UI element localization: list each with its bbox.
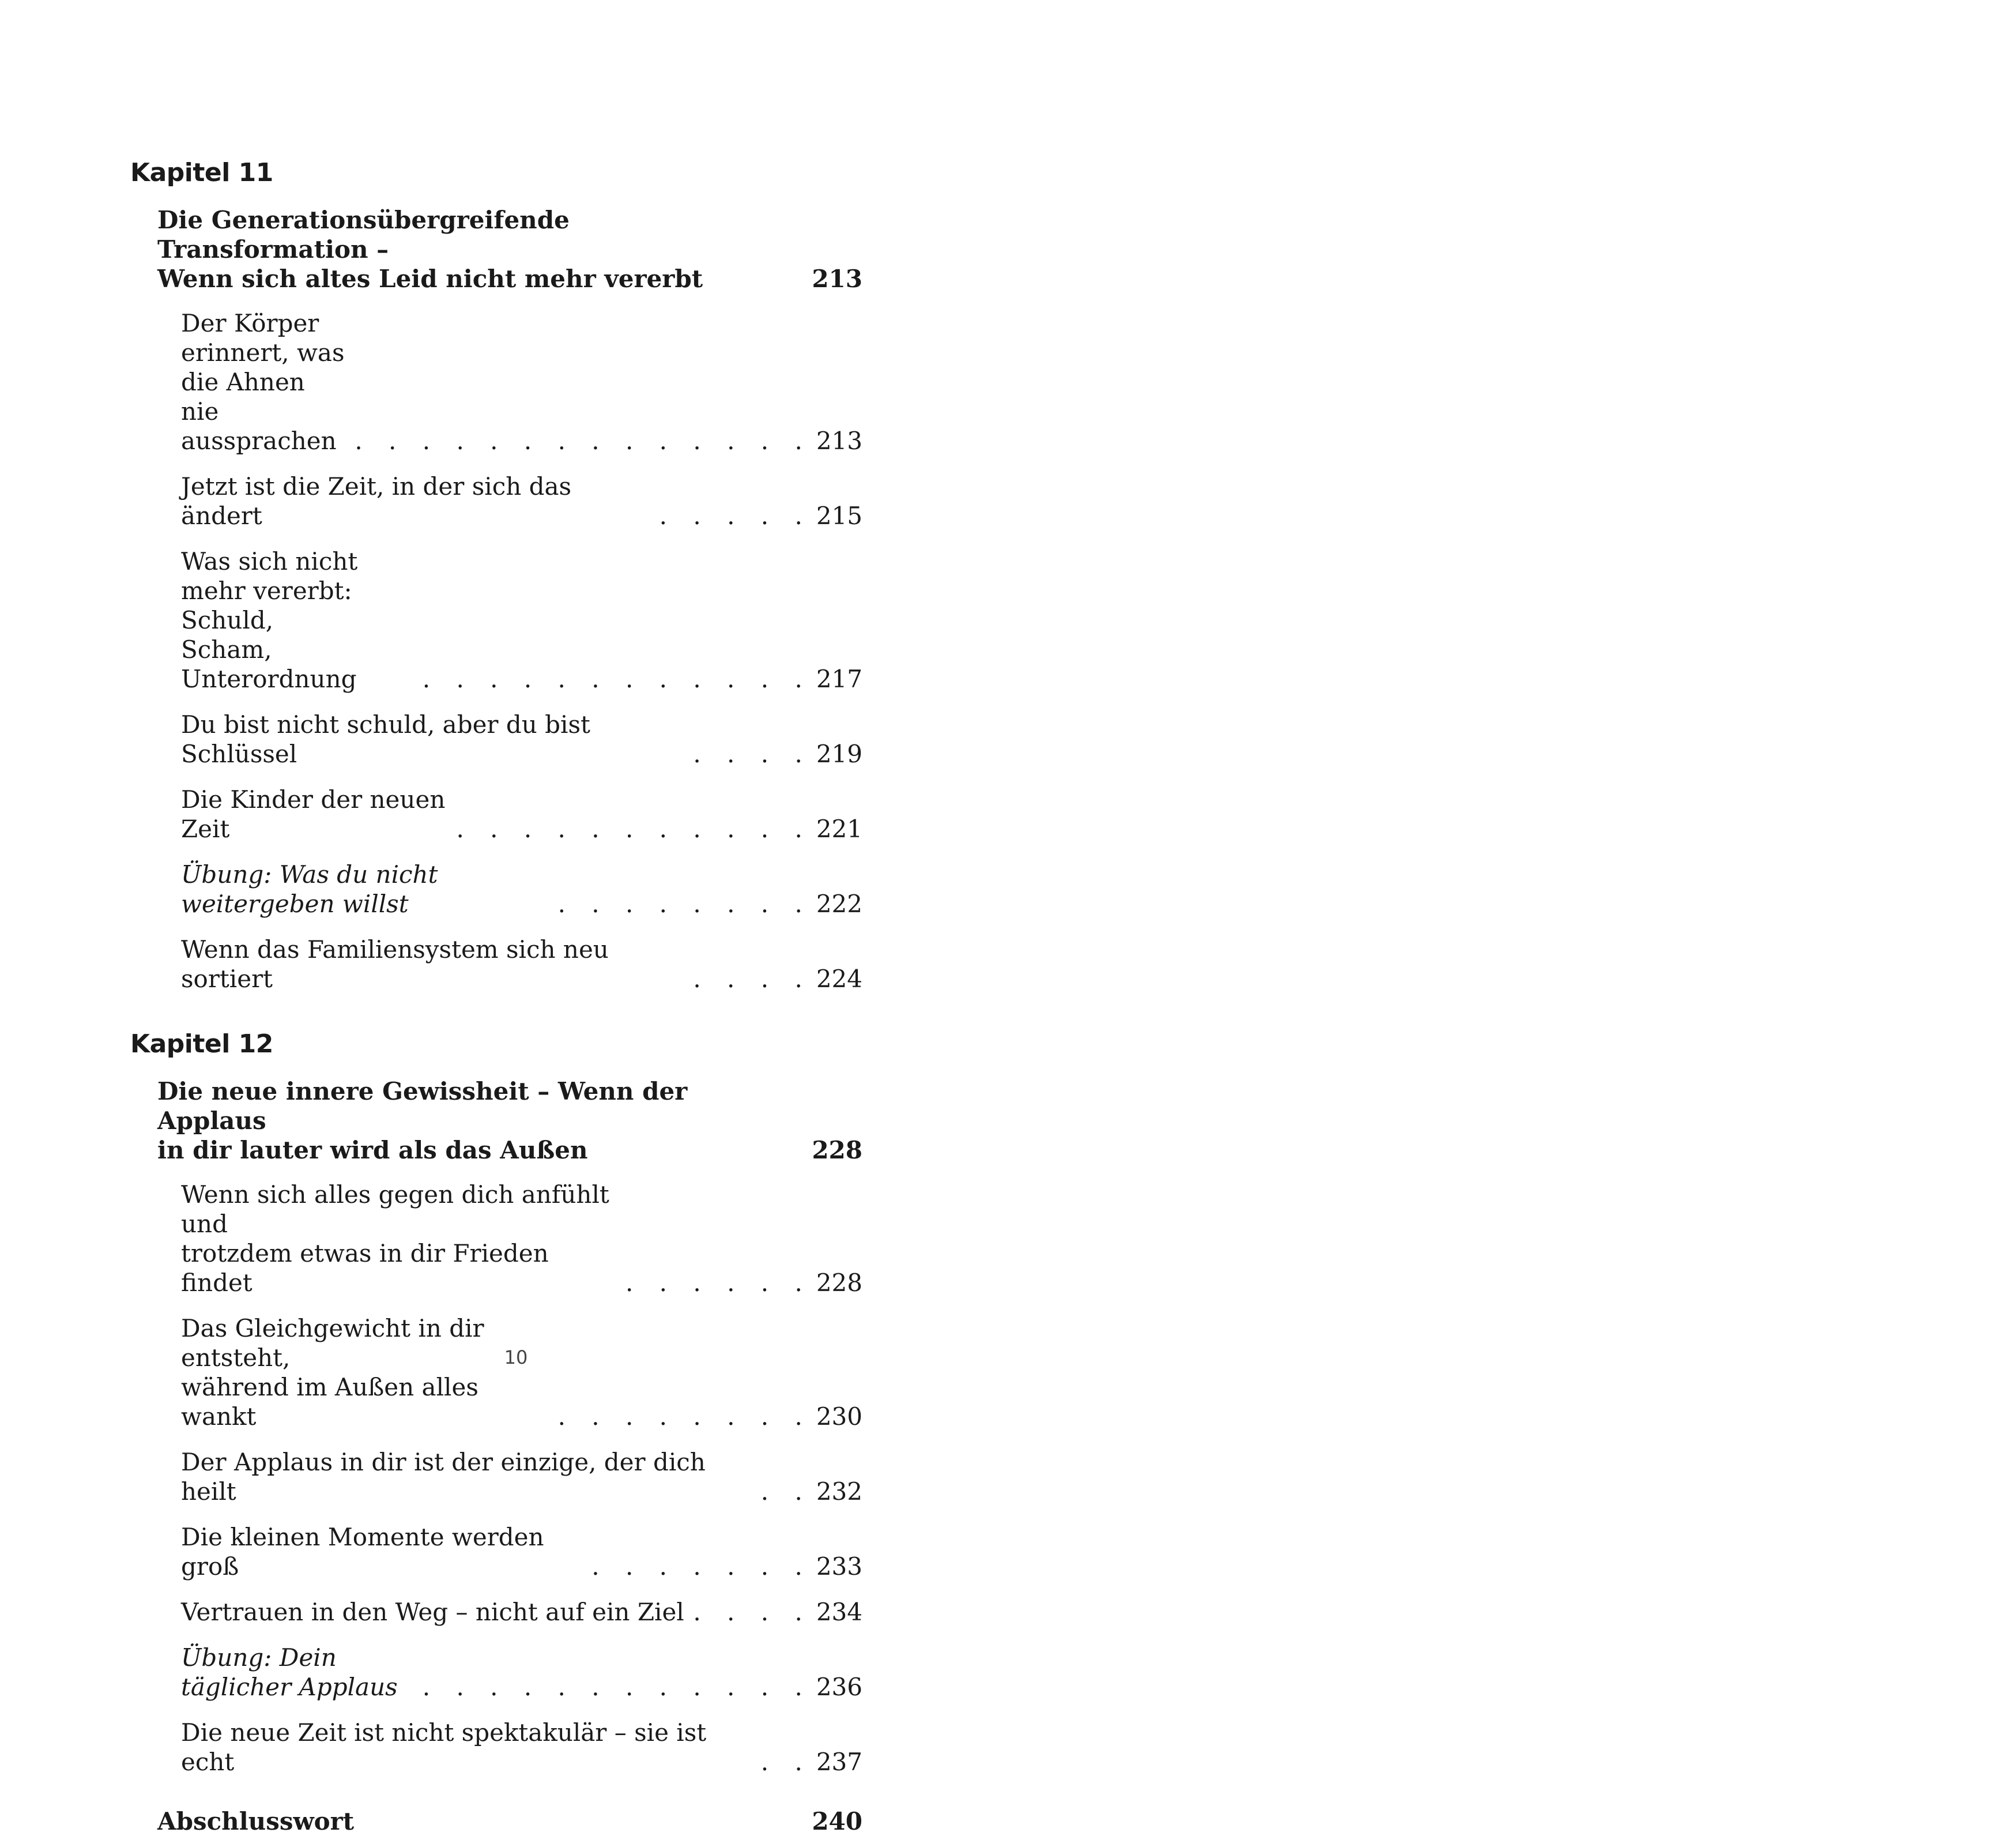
entry-page-number: 228 (816, 1269, 862, 1297)
toc-exercise-entry (181, 860, 862, 919)
entry-text: Jetzt ist die Zeit, in der sich das ändert (181, 472, 572, 530)
toc-entry (181, 308, 862, 456)
chapter-page-number: 228 (812, 1136, 862, 1164)
dot-leader: . . . . (693, 740, 812, 768)
toc-entry (181, 1522, 862, 1581)
entry-page-number: 236 (816, 1673, 862, 1701)
dot-leader: . . . . . (659, 502, 812, 530)
dot-leader: . . . . . . . . . . . (456, 815, 812, 843)
entry-page-number: 224 (816, 965, 862, 993)
toc-entry (181, 472, 862, 531)
dot-leader: . . . . . . . . (557, 890, 812, 918)
chapter-label: Kapitel 12 (130, 1029, 273, 1059)
entry-page-number: 222 (816, 890, 862, 918)
dot-leader: . . . . . . . . . . . . . . (355, 427, 812, 455)
entry-text (181, 1180, 619, 1297)
chapter-title (157, 1077, 768, 1165)
entry-text: Die neue Zeit ist nicht spektakulär – sie ist echt (181, 1718, 707, 1776)
entry-page-number: 221 (816, 815, 862, 843)
entry-text: Die Kinder der neuen Zeit (181, 785, 446, 843)
entry-text-line1: Wenn sich alles gegen dich anfühlt und (181, 1180, 609, 1238)
closing-title: Abschlusswort (157, 1807, 355, 1835)
chapter-page-number: 213 (812, 265, 862, 293)
toc-entry (181, 547, 862, 694)
entry-text-line1: Der Körper erinnert, was die Ahnen (181, 309, 345, 396)
dot-leader: . . . . . . . (591, 1552, 812, 1581)
entry-text (181, 308, 348, 456)
entry-page-number: 234 (816, 1598, 862, 1626)
entry-page-number: 215 (816, 502, 862, 530)
chapter-title-line1: Die Generationsübergreifende Transformation – (157, 206, 570, 264)
entry-page-number: 219 (816, 740, 862, 768)
entry-text: Der Applaus in dir ist der einzige, der dich heilt (181, 1448, 706, 1506)
entry-page-number: 217 (816, 665, 862, 693)
dot-leader: . . (760, 1748, 812, 1776)
chapter-title-line2: Wenn sich altes Leid nicht mehr vererbt (157, 265, 703, 293)
chapter-title (157, 205, 768, 294)
chapter-12 (130, 1027, 862, 1777)
closing-page-number: 240 (812, 1807, 862, 1835)
entry-text: Die kleinen Momente werden groß (181, 1523, 544, 1581)
toc-entry (181, 1447, 862, 1506)
entry-text (181, 547, 416, 694)
entry-page-number: 232 (816, 1477, 862, 1506)
chapter-title-row (157, 205, 862, 294)
toc-entry (181, 710, 862, 769)
entry-text: Übung: Was du nicht weitergeben willst (181, 860, 438, 918)
entry-page-number: 237 (816, 1748, 862, 1776)
entry-text-line1: Was sich nicht mehr vererbt: Schuld, (181, 547, 358, 634)
dot-leader: . . . . . . . . (557, 1402, 812, 1431)
entry-text (181, 1314, 551, 1431)
entry-text: Wenn das Familiensystem sich neu sortiert (181, 935, 609, 993)
table-of-contents (130, 156, 862, 1836)
entry-text-line2: Scham, Unterordnung (181, 635, 357, 693)
dot-leader: . . . . (693, 965, 812, 993)
dot-leader: . . (760, 1477, 812, 1506)
entry-page-number: 230 (816, 1402, 862, 1431)
entry-text-line2: nie aussprachen (181, 397, 337, 455)
entry-page-number: 213 (816, 427, 862, 455)
chapter-11 (130, 156, 862, 994)
section-spacer (130, 1010, 862, 1027)
entry-text: Vertrauen in den Weg – nicht auf ein Ziel (181, 1598, 684, 1626)
entry-text-line1: Das Gleichgewicht in dir entsteht, (181, 1314, 484, 1372)
toc-entry (181, 935, 862, 994)
page-number: 10 (504, 1346, 528, 1368)
chapter-title-line2: in dir lauter wird als das Außen (157, 1136, 588, 1164)
toc-entry (181, 785, 862, 844)
chapter-label: Kapitel 11 (130, 158, 273, 187)
chapter-title-line1: Die neue innere Gewissheit – Wenn der Applaus (157, 1077, 688, 1135)
closing-entry (157, 1807, 862, 1836)
chapter-title-row (157, 1077, 862, 1165)
dot-leader: . . . . (693, 1598, 812, 1626)
toc-entry (181, 1718, 862, 1777)
entry-page-number: 233 (816, 1552, 862, 1581)
entry-text-line2: trotzdem etwas in dir Frieden findet (181, 1239, 549, 1297)
toc-entry (181, 1597, 862, 1627)
entry-text-line2: während im Außen alles wankt (181, 1373, 478, 1431)
entry-text: Du bist nicht schuld, aber du bist Schlüssel (181, 710, 590, 768)
dot-leader: . . . . . . . . . . . . (422, 1673, 812, 1701)
dot-leader: . . . . . . (625, 1269, 812, 1297)
entry-text: Übung: Dein täglicher Applaus (181, 1643, 398, 1701)
toc-entry (181, 1314, 862, 1431)
toc-entry (181, 1180, 862, 1297)
dot-leader: . . . . . . . . . . . . (422, 665, 812, 693)
toc-exercise-entry (181, 1643, 862, 1702)
